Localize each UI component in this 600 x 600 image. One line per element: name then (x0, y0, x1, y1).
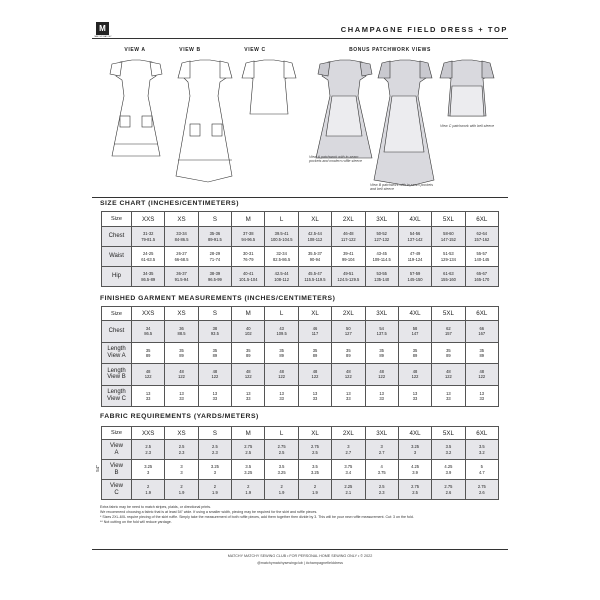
footnote: We recommend choosing a fabric that is at least 54" wide. If using a smaller width, piecing may be required for the skirt and ruffle pieces. (100, 509, 318, 514)
table-cell: 58 147 (398, 321, 431, 343)
row-label: Waist (102, 247, 132, 267)
fabric-requirements-table (101, 426, 499, 500)
table-cell: 48 122 (432, 364, 465, 386)
table-cell: 50-52 127-132 (365, 227, 398, 247)
table-cell: 50 127 (332, 321, 365, 343)
header-rule (92, 38, 508, 39)
table-row (102, 247, 499, 267)
table-cell: 2.75 2.5 (232, 440, 265, 460)
table-cell: 13 33 (298, 385, 331, 407)
footnote: Extra fabric may be need to match stripes, plaids, or directional prints. (100, 505, 212, 509)
table-cell: 48 122 (332, 364, 365, 386)
size-column-header: 2XL (332, 212, 365, 227)
table-cell: 35 89 (132, 342, 165, 364)
size-column-header: 6XL (465, 307, 498, 321)
table-cell: 3 3 (165, 460, 198, 480)
size-column-header: XL (298, 212, 331, 227)
page-title: CHAMPAGNE FIELD DRESS + TOP (340, 25, 508, 34)
view-c-top-drawing (242, 60, 296, 114)
table-cell: 13 33 (432, 385, 465, 407)
table-cell: 49-51 124.5-129.5 (332, 267, 365, 287)
table-cell: 35 89 (298, 342, 331, 364)
table-cell: 13 33 (198, 385, 231, 407)
table-cell: 32-34 82.5-86.5 (265, 247, 298, 267)
table-cell: 54-56 137-142 (398, 227, 431, 247)
table-cell: 48 122 (265, 364, 298, 386)
table-cell: 4 3.75 (365, 460, 398, 480)
size-column-header: XS (165, 307, 198, 321)
table-cell: 48 122 (132, 364, 165, 386)
bonus-b-note: View B patchwork with in-seam pockets and bell sleeve (370, 183, 434, 192)
table-cell: 30-31 76-79 (232, 247, 265, 267)
table-cell: 53-55 135-140 (365, 267, 398, 287)
table-cell: 33-34 84-86.5 (165, 227, 198, 247)
size-column-header: XS (165, 427, 198, 440)
table-cell: 35 89 (165, 342, 198, 364)
row-label: View B (102, 460, 132, 480)
table-cell: 36 88.5 (165, 321, 198, 343)
table-cell: 3.5 3.2 (432, 440, 465, 460)
size-column-header: S (198, 212, 231, 227)
section-rule-1 (92, 197, 508, 198)
table-cell: 35 89 (198, 342, 231, 364)
table-row (102, 480, 499, 500)
table-cell: 35 89 (432, 342, 465, 364)
table-cell: 48 122 (232, 364, 265, 386)
finished-measurements-table (101, 306, 499, 407)
footer-social: @matchymatchysewingclub | #champagnefielddress (257, 561, 343, 565)
brand-logo-caption: MATCHY MATCHY (94, 36, 112, 38)
table-cell: 3.75 3.4 (332, 460, 365, 480)
table-cell: 13 33 (132, 385, 165, 407)
table-cell: 3.25 3 (398, 440, 431, 460)
table-cell: 2 1.9 (265, 480, 298, 500)
size-column-header: XXS (132, 212, 165, 227)
size-column-header: XL (298, 307, 331, 321)
bonus-patchwork-c-drawing (440, 60, 494, 116)
row-label: View A (102, 440, 132, 460)
table-cell: 4.25 3.9 (432, 460, 465, 480)
table-cell: 47-49 119-124 (398, 247, 431, 267)
row-label: Chest (102, 227, 132, 247)
view-a-label: VIEW A (124, 47, 146, 53)
row-label: Length View B (102, 364, 132, 386)
size-column-header: L (265, 212, 298, 227)
table-cell: 42.5-44 108-112 (298, 227, 331, 247)
view-c-label: VIEW C (244, 47, 266, 53)
size-column-header: XXS (132, 307, 165, 321)
table-cell: 37-38 94-96.5 (232, 227, 265, 247)
table-cell: 13 33 (165, 385, 198, 407)
table-cell: 48 122 (365, 364, 398, 386)
bonus-a-note: View A patchwork with in-seam pockets and modern ruffle sleeve (309, 155, 362, 164)
table-cell: 35 89 (232, 342, 265, 364)
table-cell: 35 89 (332, 342, 365, 364)
table-header-row (102, 212, 499, 227)
finished-measurements-title: FINISHED GARMENT MEASUREMENTS (INCHES/CENTIMETERS) (100, 295, 336, 302)
table-cell: 45.5-47 115.5-119.5 (298, 267, 331, 287)
size-column-header: 4XL (398, 427, 431, 440)
view-b-label: VIEW B (179, 47, 201, 53)
size-column-header: 3XL (365, 212, 398, 227)
size-chart-title: SIZE CHART (INCHES/CENTIMETERS) (100, 200, 239, 207)
table-cell: 58-60 147-152 (432, 227, 465, 247)
table-cell: 2.75 2.6 (465, 480, 498, 500)
table-cell: 55-57 140-145 (465, 247, 498, 267)
table-cell: 26-27 66-68.5 (165, 247, 198, 267)
row-label: Chest (102, 321, 132, 343)
table-cell: 36-37 91.5-94 (165, 267, 198, 287)
table-cell: 3 2.7 (365, 440, 398, 460)
size-column-header: S (198, 427, 231, 440)
table-cell: 40-41 101.5-104 (232, 267, 265, 287)
footnotes (100, 505, 500, 525)
table-cell: 38-39 96.5-99 (198, 267, 231, 287)
size-column-header: XL (298, 427, 331, 440)
table-cell: 61-63 155-160 (432, 267, 465, 287)
size-column-header: 5XL (432, 212, 465, 227)
footnote: ** Not cutting on the fold will reduce yardage. (100, 519, 172, 524)
table-row (102, 364, 499, 386)
table-cell: 3.5 3.2 (465, 440, 498, 460)
table-cell: 40 102 (232, 321, 265, 343)
table-row (102, 227, 499, 247)
table-cell: 4.25 3.9 (398, 460, 431, 480)
footnote: * Sizes 2XL-6XL require piecing of the skirt ruffle. Simply take the measurement of both ruffle pieces, add them together then divide by 3. This will be your new ruffle measurement. Cut: 3 on the fold. (100, 514, 414, 519)
size-column-header: XXS (132, 427, 165, 440)
table-cell: 2 1.9 (232, 480, 265, 500)
table-cell: 48 122 (298, 364, 331, 386)
size-column-header: 3XL (365, 427, 398, 440)
table-cell: 66 167 (465, 321, 498, 343)
table-cell: 2.75 2.6 (432, 480, 465, 500)
size-column-header: 3XL (365, 307, 398, 321)
table-cell: 2.75 2.5 (298, 440, 331, 460)
size-column-header: 4XL (398, 212, 431, 227)
table-cell: 2.5 2.3 (132, 440, 165, 460)
table-cell: 13 33 (332, 385, 365, 407)
table-cell: 39-41 99-104 (332, 247, 365, 267)
table-cell: 13 33 (265, 385, 298, 407)
row-label: Length View A (102, 342, 132, 364)
table-cell: 13 33 (465, 385, 498, 407)
table-cell: 2.75 2.5 (398, 480, 431, 500)
table-cell: 35 89 (465, 342, 498, 364)
size-column-header: 6XL (465, 212, 498, 227)
row-label: Length View C (102, 385, 132, 407)
bonus-patchwork-a-drawing (316, 60, 372, 158)
table-row (102, 321, 499, 343)
table-cell: 48 122 (198, 364, 231, 386)
table-cell: 35-36 89-91.5 (198, 227, 231, 247)
row-label: View C (102, 480, 132, 500)
row-label: Hip (102, 267, 132, 287)
table-cell: 39.5-41 100.5-104.5 (265, 227, 298, 247)
size-column-header: 6XL (465, 427, 498, 440)
table-cell: 38 93.5 (198, 321, 231, 343)
table-cell: 35 89 (365, 342, 398, 364)
table-cell: 57-59 145-150 (398, 267, 431, 287)
table-cell: 13 33 (232, 385, 265, 407)
table-cell: 34 86.5 (132, 321, 165, 343)
table-cell: 54 137.5 (365, 321, 398, 343)
table-cell: 42.5-44 108-112 (265, 267, 298, 287)
table-cell: 48 122 (165, 364, 198, 386)
table-cell: 3.5 3.25 (232, 460, 265, 480)
size-column-header: L (265, 427, 298, 440)
size-chart-table (101, 211, 499, 287)
table-cell: 2.75 2.5 (265, 440, 298, 460)
table-cell: 3.5 3.25 (265, 460, 298, 480)
bonus-views-label: BONUS PATCHWORK VIEWS (349, 47, 431, 53)
size-column-header: 2XL (332, 427, 365, 440)
table-cell: 35 89 (398, 342, 431, 364)
table-cell: 2 1.9 (198, 480, 231, 500)
table-cell: 48 122 (465, 364, 498, 386)
table-header-row (102, 307, 499, 321)
size-column-header: 5XL (432, 307, 465, 321)
table-cell: 46 117 (298, 321, 331, 343)
table-cell: 62-64 157-162 (465, 227, 498, 247)
table-header-row (102, 427, 499, 440)
footer-rule (92, 549, 508, 550)
size-column-header: 5XL (432, 427, 465, 440)
table-cell: 3.25 3 (132, 460, 165, 480)
table-cell: 13 33 (398, 385, 431, 407)
size-column-header: M (232, 307, 265, 321)
size-column-header: L (265, 307, 298, 321)
table-cell: 3 2.7 (332, 440, 365, 460)
size-corner-header: Size (102, 307, 132, 321)
table-cell: 3.25 3 (198, 460, 231, 480)
fabric-requirements-title: FABRIC REQUIREMENTS (YARDS/METERS) (100, 413, 259, 420)
size-column-header: 4XL (398, 307, 431, 321)
table-cell: 13 33 (365, 385, 398, 407)
table-cell: 46-48 117-122 (332, 227, 365, 247)
table-cell: 48 122 (398, 364, 431, 386)
table-cell: 24-25 61-63.5 (132, 247, 165, 267)
size-column-header: S (198, 307, 231, 321)
table-cell: 28-29 71-74 (198, 247, 231, 267)
table-row (102, 267, 499, 287)
table-cell: 2 1.9 (132, 480, 165, 500)
size-corner-header: Size (102, 212, 132, 227)
footer-credit: MATCHY MATCHY SEWING CLUB • FOR PERSONAL HOME SEWING ONLY • © 2022 (227, 554, 373, 558)
table-cell: 2 1.9 (165, 480, 198, 500)
table-cell: 2.5 2.3 (365, 480, 398, 500)
bonus-patchwork-b-drawing (374, 60, 434, 186)
fabric-width-label: 54" (94, 465, 100, 472)
table-cell: 43 109.5 (265, 321, 298, 343)
brand-logo: M (96, 22, 109, 35)
table-cell: 3.5 3.25 (298, 460, 331, 480)
table-cell: 35 89 (265, 342, 298, 364)
table-row (102, 342, 499, 364)
table-cell: 5 4.7 (465, 460, 498, 480)
size-column-header: M (232, 212, 265, 227)
bonus-c-note: View C patchwork with bell sleeve (440, 124, 495, 128)
table-cell: 34-35 86.5-89 (132, 267, 165, 287)
table-cell: 35.5-37 90-94 (298, 247, 331, 267)
table-cell: 51-53 129-134 (432, 247, 465, 267)
table-cell: 2.5 2.3 (198, 440, 231, 460)
table-cell: 43-45 109-114.5 (365, 247, 398, 267)
size-corner-header: Size (102, 427, 132, 440)
size-column-header: M (232, 427, 265, 440)
table-cell: 2 1.9 (298, 480, 331, 500)
table-row (102, 460, 499, 480)
table-row (102, 440, 499, 460)
table-cell: 2.5 2.3 (165, 440, 198, 460)
view-b-dress-drawing (176, 60, 232, 182)
size-column-header: 2XL (332, 307, 365, 321)
table-cell: 62 157 (432, 321, 465, 343)
view-a-dress-drawing (110, 60, 162, 156)
table-cell: 2.25 2.1 (332, 480, 365, 500)
table-row (102, 385, 499, 407)
table-cell: 31-32 79-81.5 (132, 227, 165, 247)
table-cell: 65-67 165-170 (465, 267, 498, 287)
size-column-header: XS (165, 212, 198, 227)
